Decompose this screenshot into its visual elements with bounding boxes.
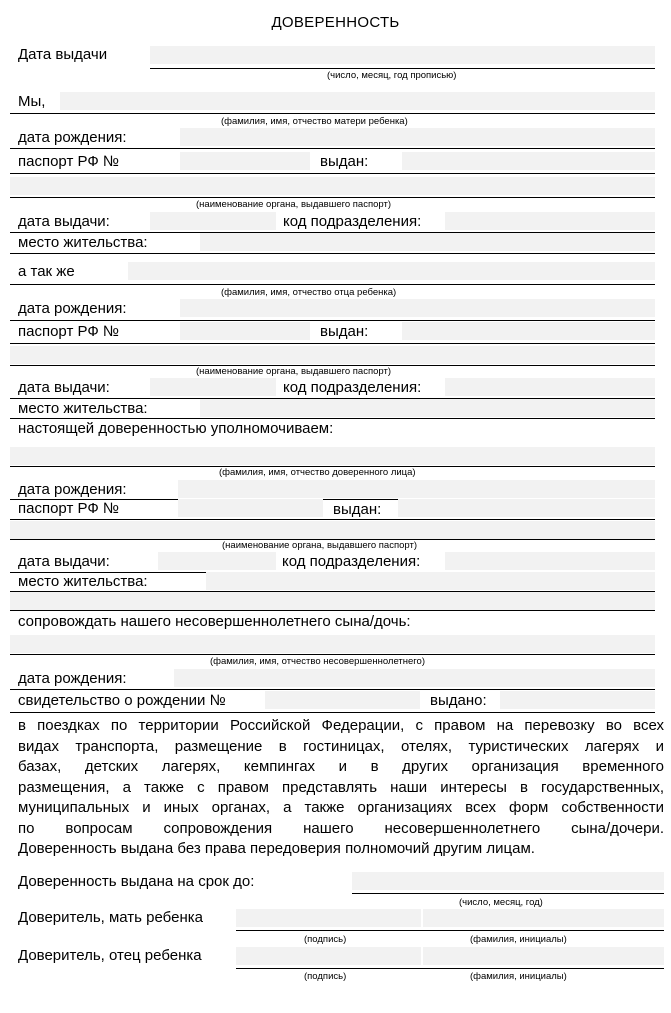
trustee-issue-date-field[interactable] <box>158 552 276 570</box>
issue-date-line <box>150 68 655 69</box>
trustee-residence-field-2[interactable] <box>10 592 655 610</box>
mother-passport-label: паспорт РФ № <box>18 153 119 170</box>
mother-passport-line <box>10 173 655 174</box>
trustee-name-caption: (фамилия, имя, отчество доверенного лица) <box>219 467 416 478</box>
paragraph-line: Доверенность выдана без права передоверия полномочий другим лицам. <box>18 840 535 857</box>
trustee-passport-label: паспорт РФ № <box>18 500 119 517</box>
paragraph-line: базах, детских лагерях, кемпингах и в других организация временного <box>18 758 664 775</box>
mother-birth-label: дата рождения: <box>18 129 127 146</box>
mother-issuer-caption: (наименование органа, выдавшего паспорт) <box>196 199 391 210</box>
trustee-issue-date-label: дата выдачи: <box>18 553 110 570</box>
child-birth-field[interactable] <box>174 669 655 687</box>
child-issued-label: выдано: <box>430 692 487 709</box>
trustee-issuer-caption: (наименование органа, выдавшего паспорт) <box>222 540 417 551</box>
mother-label: Мы, <box>18 93 46 110</box>
father-residence-label: место жительства: <box>18 400 148 417</box>
father-residence-line <box>10 418 655 419</box>
mother-birth-field[interactable] <box>180 128 655 146</box>
father-issue-date-label: дата выдачи: <box>18 379 110 396</box>
paragraph-line: в поездках по территории Российской Федерации, с правом на перевозку во всех <box>18 717 664 734</box>
mother-name-line <box>10 113 655 114</box>
child-name-field[interactable] <box>10 635 655 653</box>
mother-issuer-field[interactable] <box>10 177 655 195</box>
father-label: а так же <box>18 263 75 280</box>
trustee-dept-code-label: код подразделения: <box>282 553 421 570</box>
father-signature-caption: (подпись) <box>304 971 347 982</box>
trustee-issued-label: выдан: <box>333 501 382 518</box>
father-birth-field[interactable] <box>180 299 655 317</box>
validity-label: Доверенность выдана на срок до: <box>18 873 255 890</box>
father-issue-date-field[interactable] <box>150 378 276 396</box>
trustee-label: настоящей доверенностью уполномочиваем: <box>18 420 334 437</box>
mother-issuer-line <box>10 197 655 198</box>
trustee-passport-field[interactable] <box>178 499 323 517</box>
father-name-line <box>10 284 655 285</box>
mother-residence-field[interactable] <box>200 233 655 251</box>
paragraph-line: размещения, а также с правом представлять наши интересы в государственных, <box>18 778 664 796</box>
father-signature-line <box>236 968 664 969</box>
father-issuer-field[interactable] <box>10 346 655 364</box>
child-certificate-label: свидетельство о рождении № <box>18 692 226 709</box>
trustee-residence-line-2 <box>10 610 655 611</box>
father-passport-field[interactable] <box>180 322 310 340</box>
father-birth-line <box>10 320 655 321</box>
paragraph-line: видах транспорта, размещение в гостиницах, отелях, туристических лагерях и <box>18 737 664 755</box>
issue-date-field[interactable] <box>150 46 655 64</box>
mother-issue-date-field[interactable] <box>150 212 276 230</box>
father-passport-line <box>10 343 655 344</box>
trustee-birth-label: дата рождения: <box>18 481 127 498</box>
mother-initials-field[interactable] <box>423 909 664 927</box>
mother-issued-label: выдан: <box>320 153 369 170</box>
validity-caption: (число, месяц, год) <box>459 897 543 908</box>
father-issuer-caption: (наименование органа, выдавшего паспорт) <box>196 366 391 377</box>
mother-issued-field[interactable] <box>402 152 655 170</box>
mother-name-field[interactable] <box>60 92 655 110</box>
child-certificate-line <box>10 712 655 713</box>
father-passport-label: паспорт РФ № <box>18 323 119 340</box>
mother-dept-code-label: код подразделения: <box>283 213 422 230</box>
mother-initials-caption: (фамилия, инициалы) <box>470 934 567 945</box>
father-signature-field[interactable] <box>236 947 421 965</box>
trustee-birth-field[interactable] <box>178 480 655 498</box>
father-signature-label: Доверитель, отец ребенка <box>18 947 202 964</box>
mother-signature-field[interactable] <box>236 909 421 927</box>
father-issued-label: выдан: <box>320 323 369 340</box>
father-issued-field[interactable] <box>402 322 655 340</box>
mother-residence-label: место жительства: <box>18 234 148 251</box>
paragraph-line: муниципальных и иных органах, а также организациях всех форм собственности <box>18 799 664 816</box>
validity-field[interactable] <box>352 872 664 890</box>
mother-dept-code-field[interactable] <box>445 212 655 230</box>
trustee-residence-label: место жительства: <box>18 573 148 590</box>
issue-date-caption: (число, месяц, год прописью) <box>327 70 457 81</box>
mother-signature-label: Доверитель, мать ребенка <box>18 909 203 926</box>
father-initials-caption: (фамилия, инициалы) <box>470 971 567 982</box>
father-residence-field[interactable] <box>200 399 655 417</box>
trustee-issued-field[interactable] <box>398 499 655 517</box>
trustee-residence-field[interactable] <box>206 572 655 590</box>
child-birth-label: дата рождения: <box>18 670 127 687</box>
father-name-field[interactable] <box>128 262 655 280</box>
mother-residence-line <box>10 253 655 254</box>
mother-birth-line <box>10 148 655 149</box>
child-birth-line <box>10 689 655 690</box>
authority-paragraph <box>18 716 664 860</box>
child-certificate-field[interactable] <box>265 691 420 709</box>
validity-line <box>352 893 664 894</box>
mother-name-caption: (фамилия, имя, отчество матери ребенка) <box>221 116 408 127</box>
trustee-name-field[interactable] <box>10 447 655 465</box>
paragraph-line: по вопросам сопровождения нашего несовершеннолетнего сына/дочери. <box>18 819 664 837</box>
father-name-caption: (фамилия, имя, отчество отца ребенка) <box>221 287 397 298</box>
trustee-dept-code-field[interactable] <box>445 552 655 570</box>
mother-issue-date-label: дата выдачи: <box>18 213 110 230</box>
father-dept-code-label: код подразделения: <box>283 379 422 396</box>
father-birth-label: дата рождения: <box>18 300 127 317</box>
mother-signature-caption: (подпись) <box>304 934 347 945</box>
child-label: сопровождать нашего несовершеннолетнего сына/дочь: <box>18 613 411 630</box>
child-name-caption: (фамилия, имя, отчество несовершеннолетнего) <box>210 656 426 667</box>
mother-signature-line <box>236 930 664 931</box>
trustee-issuer-field[interactable] <box>10 521 655 539</box>
trustee-passport-line <box>10 519 655 520</box>
father-dept-code-field[interactable] <box>445 378 655 396</box>
mother-passport-field[interactable] <box>180 152 310 170</box>
issue-date-label: Дата выдачи <box>18 46 108 63</box>
child-issued-field[interactable] <box>500 691 655 709</box>
document-title: ДОВЕРЕННОСТЬ <box>271 14 400 31</box>
father-initials-field[interactable] <box>423 947 664 965</box>
child-name-line <box>10 654 655 655</box>
